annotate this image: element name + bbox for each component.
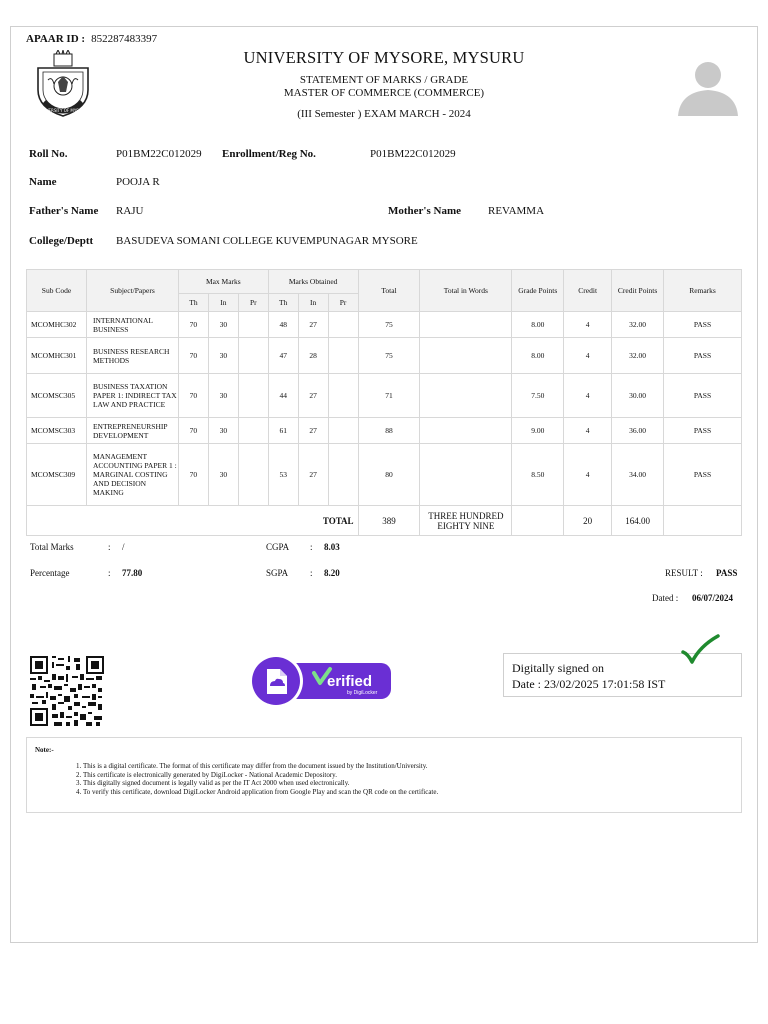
header-credit-points: Credit Points [612, 270, 664, 312]
degree-title: MASTER OF COMMERCE (COMMERCE) [283, 87, 485, 99]
university-name: UNIVERSITY OF MYSORE, MYSURU [243, 48, 525, 67]
obt-th: 61 [268, 418, 298, 444]
header-credit: Credit [564, 270, 612, 312]
result-value: PASS [716, 568, 738, 578]
total-words [420, 374, 512, 418]
credit-points: 36.00 [612, 418, 664, 444]
header-max-in: In [208, 294, 238, 312]
total-row [27, 506, 742, 536]
grand-total: 389 [358, 506, 420, 536]
max-pr [238, 312, 268, 338]
apaar-value: 852287483397 [91, 33, 158, 45]
obt-pr [328, 312, 358, 338]
credit-points: 34.00 [612, 444, 664, 506]
obt-th: 47 [268, 338, 298, 374]
header-max-pr: Pr [238, 294, 268, 312]
remarks: PASS [664, 338, 742, 374]
grade-points: 7.50 [512, 374, 564, 418]
total-credit-points: 164.00 [612, 506, 664, 536]
table-row [27, 444, 742, 506]
max-th: 70 [178, 444, 208, 506]
sub-code: MCOMSC305 [27, 374, 87, 418]
colon: : [310, 568, 313, 578]
credit: 4 [564, 338, 612, 374]
certificate-header [200, 48, 568, 120]
sub-code: MCOMHC301 [27, 338, 87, 374]
credit: 4 [564, 312, 612, 338]
avatar-placeholder-icon [676, 58, 740, 118]
logo-text: UNIVERSITY OF MYSORE [38, 108, 88, 113]
obt-in: 27 [298, 444, 328, 506]
header-max-th: Th [178, 294, 208, 312]
apaar-id [26, 33, 157, 45]
header-remarks: Remarks [664, 270, 742, 312]
note-item: 2. This certificate is electronically generated by DigiLocker - National Academic Depository. [83, 771, 733, 780]
obt-in: 27 [298, 312, 328, 338]
mother-value: REVAMMA [488, 205, 545, 217]
verified-digilocker-badge [247, 652, 393, 710]
max-pr [238, 338, 268, 374]
note-item: 4. To verify this certificate, download DigiLocker Android application from Google Play and scan the QR code on the certificate. [83, 788, 733, 797]
remarks: PASS [664, 444, 742, 506]
credit: 4 [564, 374, 612, 418]
total: 80 [358, 444, 420, 506]
subject: INTERNATIONAL BUSINESS [86, 312, 178, 338]
notes-list [35, 762, 733, 796]
grade-points: 9.00 [512, 418, 564, 444]
signature-date: Date : 23/02/2025 17:01:58 IST [512, 677, 666, 691]
credit-points: 30.00 [612, 374, 664, 418]
header-obt-in: In [298, 294, 328, 312]
note-item: 3. This digitally signed document is legally valid as per the IT Act 2000 when used electronically. [83, 779, 733, 788]
header-grade-points: Grade Points [512, 270, 564, 312]
grade-points: 8.00 [512, 312, 564, 338]
badge-by: by DigiLocker [347, 690, 378, 696]
total-words [420, 418, 512, 444]
college-value: BASUDEVA SOMANI COLLEGE KUVEMPUNAGAR MYSORE [116, 235, 418, 247]
header-obt-pr: Pr [328, 294, 358, 312]
header-marks-obtained: Marks Obtained [268, 270, 358, 294]
sub-code: MCOMHC302 [27, 312, 87, 338]
grade-points: 8.00 [512, 338, 564, 374]
sub-code: MCOMSC309 [27, 444, 87, 506]
total: 75 [358, 312, 420, 338]
credit-points: 32.00 [612, 312, 664, 338]
remarks: PASS [664, 374, 742, 418]
header-obt-th: Th [268, 294, 298, 312]
obt-pr [328, 418, 358, 444]
colon: : [108, 568, 111, 578]
total-marks-label: Total Marks [30, 542, 74, 552]
table-row [27, 338, 742, 374]
obt-in: 28 [298, 338, 328, 374]
obt-th: 44 [268, 374, 298, 418]
father-label: Father's Name [29, 205, 99, 217]
max-th: 70 [178, 418, 208, 444]
subject: ENTREPRENEURSHIP DEVELOPMENT [86, 418, 178, 444]
max-pr [238, 444, 268, 506]
marks-table [26, 269, 742, 536]
result-label: RESULT : [665, 568, 703, 578]
total-words [420, 312, 512, 338]
cgpa-label: CGPA [266, 542, 290, 552]
max-th: 70 [178, 374, 208, 418]
obt-th: 48 [268, 312, 298, 338]
obt-pr [328, 338, 358, 374]
green-check-icon [680, 634, 720, 666]
max-th: 70 [178, 338, 208, 374]
signature-line1: Digitally signed on [512, 661, 604, 675]
header-subject: Subject/Papers [86, 270, 178, 312]
note-item: 1. This is a digital certificate. The format of this certificate may differ from the document issued by the Institution/University. [83, 762, 733, 771]
header-total-words: Total in Words [420, 270, 512, 312]
table-row [27, 312, 742, 338]
colon: : [108, 542, 111, 552]
subject: BUSINESS RESEARCH METHODS [86, 338, 178, 374]
sub-code: MCOMSC303 [27, 418, 87, 444]
roll-label: Roll No. [29, 148, 68, 160]
subject: BUSINESS TAXATION PAPER 1: INDIRECT TAX LAW AND PRACTICE [86, 374, 178, 418]
total-marks-value: / [122, 542, 125, 552]
name-label: Name [29, 176, 57, 188]
total-credit: 20 [564, 506, 612, 536]
obt-th: 53 [268, 444, 298, 506]
dated-value: 06/07/2024 [692, 593, 734, 603]
credit: 4 [564, 444, 612, 506]
sgpa-label: SGPA [266, 568, 289, 578]
header-sub-code: Sub Code [27, 270, 87, 312]
obt-pr [328, 444, 358, 506]
notes-title: Note:- [35, 746, 54, 754]
max-th: 70 [178, 312, 208, 338]
total: 88 [358, 418, 420, 444]
table-row [27, 418, 742, 444]
obt-pr [328, 374, 358, 418]
total-words [420, 338, 512, 374]
max-in: 30 [208, 374, 238, 418]
max-pr [238, 418, 268, 444]
apaar-label: APAAR ID : [26, 33, 86, 45]
remarks: PASS [664, 312, 742, 338]
name-value: POOJA R [116, 176, 160, 188]
college-label: College/Deptt [29, 235, 94, 247]
total-words [420, 444, 512, 506]
grand-total-words: THREE HUNDRED EIGHTY NINE [420, 506, 512, 536]
obt-in: 27 [298, 418, 328, 444]
max-in: 30 [208, 444, 238, 506]
remarks: PASS [664, 418, 742, 444]
enroll-value: P01BM22C012029 [370, 148, 456, 160]
header-total: Total [358, 270, 420, 312]
table-row [27, 374, 742, 418]
max-in: 30 [208, 338, 238, 374]
max-in: 30 [208, 312, 238, 338]
max-pr [238, 374, 268, 418]
enroll-label: Enrollment/Reg No. [222, 148, 316, 160]
total-label: TOTAL [27, 506, 359, 536]
qr-code [30, 656, 104, 726]
cgpa-value: 8.03 [324, 542, 340, 552]
total: 71 [358, 374, 420, 418]
colon: : [310, 542, 313, 552]
obt-in: 27 [298, 374, 328, 418]
badge-word: erified [327, 673, 373, 690]
exam-title: (III Semester ) EXAM MARCH - 2024 [297, 108, 471, 120]
statement-title: STATEMENT OF MARKS / GRADE [299, 74, 469, 86]
sgpa-value: 8.20 [324, 568, 340, 578]
roll-value: P01BM22C012029 [116, 148, 202, 160]
header-max-marks: Max Marks [178, 270, 268, 294]
notes-box [26, 737, 742, 813]
father-value: RAJU [116, 205, 144, 217]
dated-label: Dated : [652, 593, 679, 603]
university-logo [30, 50, 96, 120]
total: 75 [358, 338, 420, 374]
subject: MANAGEMENT ACCOUNTING PAPER 1 : MARGINAL COSTING AND DECISION MAKING [86, 444, 178, 506]
credit-points: 32.00 [612, 338, 664, 374]
mother-label: Mother's Name [388, 205, 462, 217]
max-in: 30 [208, 418, 238, 444]
grade-points: 8.50 [512, 444, 564, 506]
percentage-value: 77.80 [122, 568, 143, 578]
credit: 4 [564, 418, 612, 444]
percentage-label: Percentage [30, 568, 70, 578]
